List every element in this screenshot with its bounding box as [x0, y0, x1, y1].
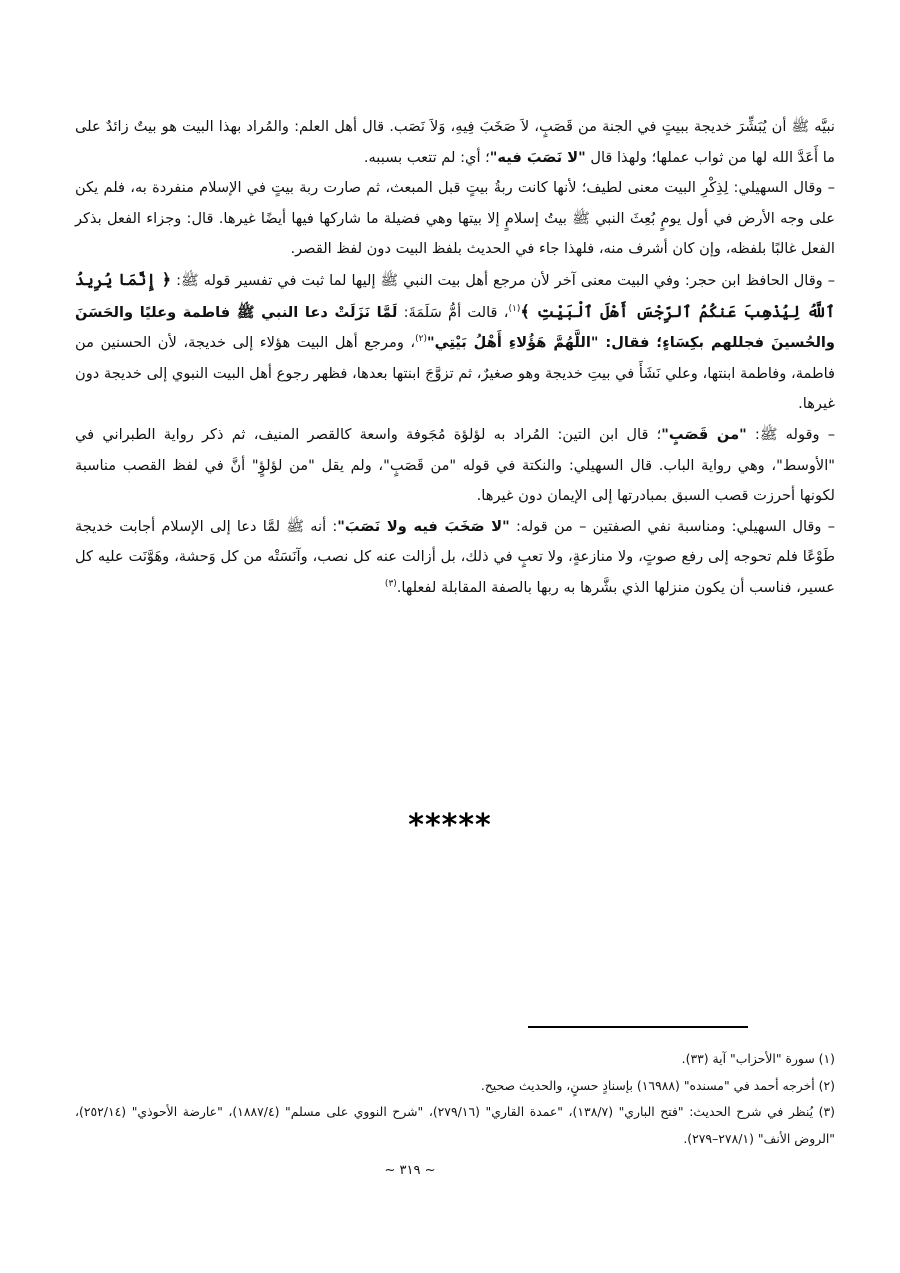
- hadith-quote: "من قَصَبٍ": [661, 425, 747, 443]
- footnote-2: (٢) أخرجه أحمد في "مسنده" (١٦٩٨٨) بإسنادٍ حسنٍ، والحديث صحيح.: [480, 1077, 835, 1093]
- paragraph-4: – وقوله ﷺ: "من قَصَبٍ"؛ قال ابن التين: المُراد به لؤلؤة مُجَوفة واسعة كالقصر المنيف، ثم ذكر رواية الطبراني في "الأوسط"، وهي رواية الباب. قال السهيلي: والنكتة في قوله "من قَصَبٍ"، ولم يقل "من لؤلؤٍ" أنَّ في لفظ القصب مناسبة لكونها أحرزت قصب السبق بمبادرتها إلى الإيمان دون غيرها.: [75, 425, 836, 505]
- footnote-ref-3: (٣): [384, 579, 397, 590]
- paragraph-5: – وقال السهيلي: ومناسبة نفي الصفتين – من قوله: "لا صَخَبَ فيه ولا نَصَبَ": أنه ﷺ لمَّا دعا إلى الإسلام أجابت خديجة طَوْعًا فلم تحوجه إلى رفع صوتٍ، ولا منازعةٍ، ولا تعبٍ في ذلك، بل أزالت عنه كل نصب، وآنَسَتْه من كل وَحشة، وهَوَّنَت عليه كل عسير، فناسب أن يكون منزلها الذي بشَّرها به ربها بالصفة المقابلة لفعلها.$^{(٣)}$: [75, 517, 835, 596]
- hadith-quote: "لا صَخَبَ فيه ولا نَصَبَ": [337, 517, 510, 535]
- hadith-quote: "لا نَصَبَ فيه": [489, 148, 586, 166]
- footnote-1: (١) سورة "الأحزاب" آية (٣٣).: [681, 1051, 835, 1066]
- paragraph-1: نبيَّه ﷺ أن يُبَشِّرَ خديجة ببيتٍ في الجنة من قَصَبٍ، لاَ صَخَبَ فِيهِ، وَلاَ نَصَب. قال أهل العلم: والمُراد بهذا البيت هو بيتٌ زائدٌ على ما أَعَدَّ الله لها من ثواب عملها؛ ولهذا قال "لا نَصَبَ فيه"؛ أي: لم تتعب بسببه.: [75, 118, 835, 166]
- footnote-ref-2: (٢): [415, 334, 427, 345]
- quran-verse: ﴿ إِنَّمَا يُرِيدُ ٱللَّهُ لِيُذْهِبَ عَنكُمُ ٱلرِّجْسَ أَهْلَ ٱلْبَيْتِ ﴾: [75, 269, 836, 321]
- paragraph-3: – وقال الحافظ ابن حجر: وفي البيت معنى آخر لأن مرجع أهل بيت النبي ﷺ إليها لما ثبت في تفسير قوله ﷺ: ﴿ إِنَّمَا يُرِيدُ ٱللَّهُ لِيُذْهِبَ عَنكُمُ ٱلرِّجْسَ أَهْلَ ٱلْبَيْتِ ﴾$^{(١)}$، قالت أمُّ سَلَمَةَ: لَمَّا نَزَلَتْ دعا النبي ﷺ فاطمة وعليًا والحَسَنَ والحُسينَ فجللهم بكِسَاءٍ؛ فقال: "اللَّهُمَّ هَؤُلاءِ أَهْلُ بَيْتِي"$^{(٢)}$، ومرجع أهل البيت هؤلاء إلى خديجة، لأن الحسنين من فاطمة، وفاطمة ابنتها، وعلي نَشَأَ في بيتِ خديجة وهو صغيرٌ، ثم تزوَّجَ ابنتها بعدها، فظهر رجوع أهل البيت النبوي إلى خديجة دون غيرها.: [75, 269, 836, 413]
- hadith-quote: لَمَّا نَزَلَتْ دعا النبي ﷺ فاطمة وعليًا والحَسَنَ والحُسينَ فجللهم بكِسَاءٍ؛ فقال: "اللَّهُمَّ هَؤُلاءِ أَهْلُ بَيْتِي": [75, 303, 835, 352]
- footnote-ref-1: (١): [508, 303, 521, 314]
- footnote-divider: [528, 1026, 748, 1028]
- footnotes: [75, 1046, 835, 1152]
- section-separator: *****: [408, 808, 492, 843]
- body-text: [75, 112, 835, 604]
- paragraph-2: – وقال السهيلي: لِذِكْرِ البيت معنى لطيف؛ لأنها كانت ربةُ بيتٍ قبل المبعث، ثم صارت ربة بيتٍ في الإسلام منفردة به، فلم يكن على وجه الأرض في أول يومٍ بُعِثَ النبي ﷺ بيتُ إسلامٍ إلا بيتها وهي فضيلة ما شاركها فيها أيضًا غيرها. قال: وجزاء الفعل بذكر الفعل غالبًا بلفظه، وإن كان أشرف منه، فلهذا جاء في الحديث بلفظ البيت دون لفظ القصر.: [75, 179, 835, 258]
- page-number: ~ ٣١٩ ~: [384, 1163, 436, 1178]
- footnote-3: (٣) يُنظر في شرح الحديث: "فتح الباري" (١٣٨/٧)، "عمدة القاري" (٢٧٩/١٦)، "شرح النووي على مسلم" (١٨٨٧/٤)، "عارضة الأحوذي" (٢٥٢/١٤)، "الروض الأنف" (٢٧٨/١–٢٧٩).: [75, 1104, 835, 1146]
